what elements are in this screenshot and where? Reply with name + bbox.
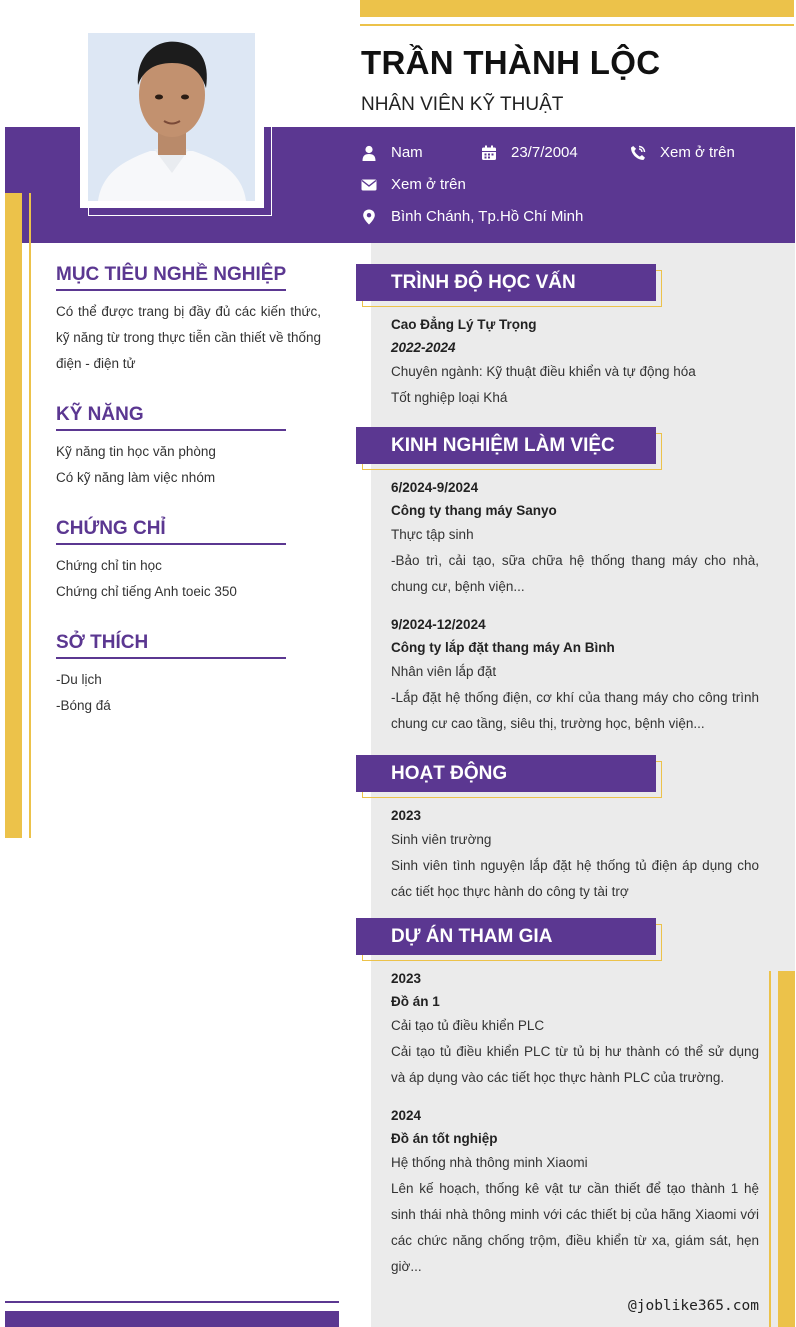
education-title: TRÌNH ĐỘ HỌC VẤN <box>356 264 656 301</box>
education-period: 2022-2024 <box>391 340 456 355</box>
experience-list <box>391 476 759 750</box>
activity-desc: Sinh viên tình nguyện lắp đặt hệ thống tủ điện áp dụng cho các tiết học thực hành do công ty tài trợ <box>391 858 759 899</box>
activity-role: Sinh viên trường <box>391 832 492 847</box>
education-entry <box>391 313 759 411</box>
hobbies-section <box>56 632 321 719</box>
bottom-accent-bar <box>5 1311 339 1327</box>
education-major: Chuyên ngành: Kỹ thuật điều khiển và tự động hóa <box>391 364 696 379</box>
experience-header <box>356 427 662 471</box>
address-value: Bình Chánh, Tp.Hồ Chí Minh <box>391 208 584 225</box>
experience-role: Thực tập sinh <box>391 527 474 542</box>
top-accent-line <box>360 24 794 26</box>
left-accent-bar <box>5 193 22 838</box>
project-name: Đồ án 1 <box>391 994 440 1009</box>
phone-info <box>630 144 735 161</box>
project-name: Đồ án tốt nghiệp <box>391 1131 498 1146</box>
watermark: @joblike365.com <box>628 1298 759 1314</box>
left-accent-line <box>29 193 31 838</box>
hobby-item: -Bóng đá <box>56 698 111 713</box>
right-accent-line <box>769 971 771 1327</box>
activities-entry <box>391 804 759 905</box>
projects-title: DỰ ÁN THAM GIA <box>356 918 656 955</box>
project-subtitle: Cải tạo tủ điều khiển PLC <box>391 1018 545 1033</box>
certificates-title: CHỨNG CHỈ <box>56 518 286 545</box>
email-value: Xem ở trên <box>391 176 466 193</box>
projects-list <box>391 967 759 1293</box>
experience-item <box>391 476 759 600</box>
education-header <box>356 264 662 308</box>
bottom-accent-line <box>5 1301 339 1303</box>
experience-period: 6/2024-9/2024 <box>391 480 479 495</box>
project-desc: Lên kế hoạch, thống kê vật tư cần thiết để tạo thành 1 hệ sinh thái nhà thông minh với các thiết bị của hãng Xiaomi với các chức năng chống trộm, điều khiển từ xa, giám sát, hẹn giờ... <box>391 1181 759 1274</box>
activities-title: HOẠT ĐỘNG <box>356 755 656 792</box>
profile-photo <box>88 33 255 201</box>
project-year: 2024 <box>391 1108 422 1123</box>
experience-role: Nhân viên lắp đặt <box>391 664 497 679</box>
calendar-icon <box>481 145 497 161</box>
phone-icon <box>630 145 646 161</box>
certificate-item: Chứng chỉ tin học <box>56 558 162 573</box>
user-icon <box>361 145 377 161</box>
location-pin-icon <box>361 209 377 225</box>
hobby-item: -Du lịch <box>56 672 102 687</box>
skills-title: KỸ NĂNG <box>56 404 286 431</box>
experience-title: KINH NGHIỆM LÀM VIỆC <box>356 427 656 464</box>
experience-company: Công ty thang máy Sanyo <box>391 503 557 518</box>
experience-period: 9/2024-12/2024 <box>391 617 486 632</box>
phone-value: Xem ở trên <box>660 144 735 161</box>
project-year: 2023 <box>391 971 422 986</box>
birthday-info <box>481 144 578 161</box>
hobbies-title: SỞ THÍCH <box>56 632 286 659</box>
school-name: Cao Đẳng Lý Tự Trọng <box>391 317 537 332</box>
experience-company: Công ty lắp đặt thang máy An Bình <box>391 640 615 655</box>
skill-item: Có kỹ năng làm việc nhóm <box>56 470 216 485</box>
candidate-name: TRẦN THÀNH LỘC <box>361 44 661 81</box>
objective-section <box>56 264 321 377</box>
envelope-icon <box>361 177 377 193</box>
experience-desc: -Lắp đặt hệ thống điện, cơ khí của thang máy cho công trình chung cư cao tầng, siêu thị, trường học, bệnh viện... <box>391 690 759 731</box>
gender-info <box>361 144 423 161</box>
gender-value: Nam <box>391 144 423 161</box>
project-desc: Cải tạo tủ điều khiển PLC từ tủ bị hư thành có thể sử dụng và áp dụng vào các tiết học thực hành PLC của trường. <box>391 1044 759 1085</box>
left-column <box>56 264 321 746</box>
email-info <box>361 176 466 193</box>
job-title: NHÂN VIÊN KỸ THUẬT <box>361 94 564 115</box>
objective-title: MỤC TIÊU NGHỀ NGHIỆP <box>56 264 286 291</box>
activities-header <box>356 755 662 799</box>
right-accent-bar <box>778 971 795 1327</box>
education-result: Tốt nghiệp loại Khá <box>391 390 508 405</box>
address-info <box>361 208 583 225</box>
project-item <box>391 967 759 1091</box>
project-item <box>391 1104 759 1280</box>
top-accent-bar <box>360 0 794 17</box>
project-subtitle: Hệ thống nhà thông minh Xiaomi <box>391 1155 588 1170</box>
activity-year: 2023 <box>391 808 422 823</box>
certificates-section <box>56 518 321 605</box>
experience-item <box>391 613 759 737</box>
experience-desc: -Bảo trì, cải tạo, sữa chữa hệ thống thang máy cho nhà, chung cư, bệnh viện... <box>391 553 759 594</box>
birthday-value: 23/7/2004 <box>511 144 578 161</box>
objective-text: Có thể được trang bị đầy đủ các kiến thức, kỹ năng từ trong thực tiễn cần thiết về thống điện - điện tử <box>56 304 321 371</box>
skill-item: Kỹ năng tin học văn phòng <box>56 444 216 459</box>
certificate-item: Chứng chỉ tiếng Anh toeic 350 <box>56 584 237 599</box>
skills-section <box>56 404 321 491</box>
projects-header <box>356 918 662 962</box>
